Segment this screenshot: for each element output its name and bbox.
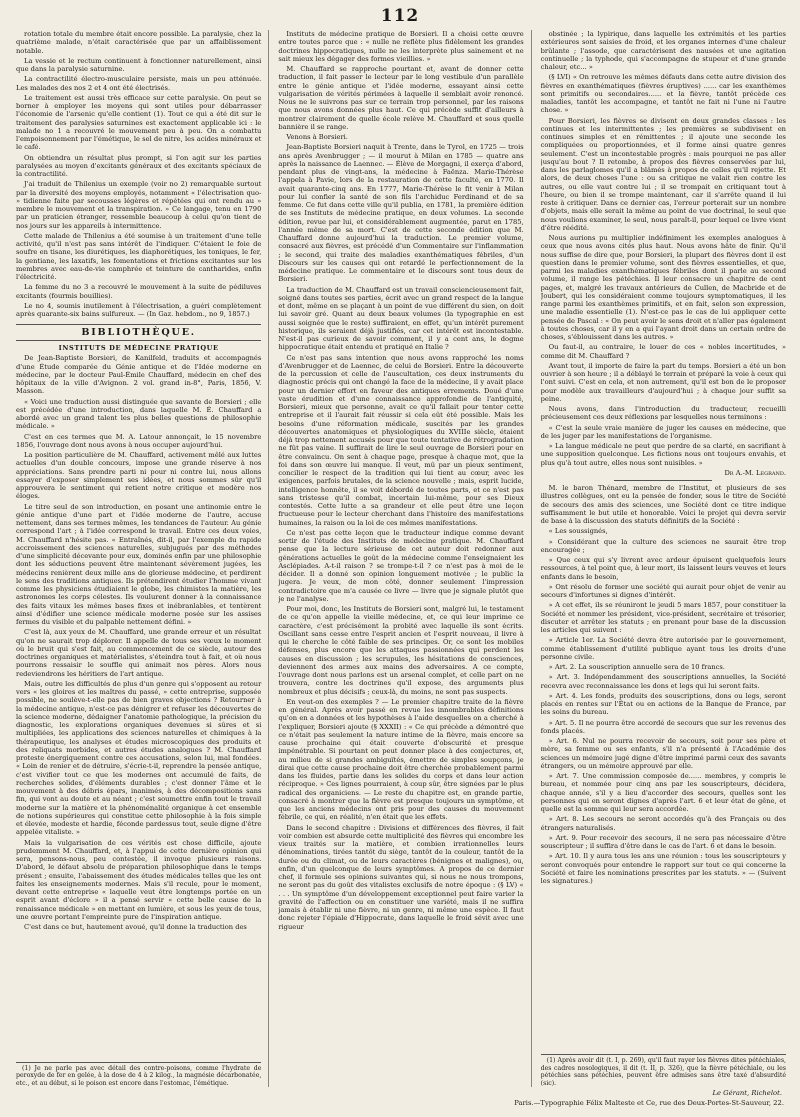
paragraph: » Art. 7. Une commission composée de...... membres, y compris le bureau, et nommée pour cinq ans par les souscripteurs, décidera, chaque année, s'il y a lieu d'accorder des secours, quelles sont les personnes qui en seront dignes d'après l'art. 6 et leur état de gêne, et quelle est la somme qui leur sera accordée. (540, 772, 786, 813)
section-title: BIBLIOTHÈQUE. (16, 324, 261, 341)
paragraph: » Art. 5. Il ne pourra être accordé de secours que sur les revenus des fonds placés. (540, 718, 786, 735)
paragraph: On obtiendra un résultat plus prompt, si l'on agit sur les parties paralysées au moyen d'excitants généraux et des excitants spéciaux de la contractilité. (16, 153, 262, 178)
paragraph: » Art. 3. Indépendamment des souscriptions annuelles, la Société recevra avec reconnaissance les dons et legs qui lui seront faits. (540, 673, 786, 690)
paragraph: » Art. 2. La souscription annuelle sera de 10 francs. (548, 663, 725, 671)
paragraph: C'est en ces termes que M. A. Latour annonçait, le 15 novembre 1856, l'ouvrage dont nous avons à nous occuper aujourd'hui. (16, 432, 262, 449)
paragraph: Le titre seul de son introduction, en posant une antinomie entre le génie antique d'une part et l'idée moderne de l'autre, accuse nettement, dans ses termes mêmes, les tendances de l'auteur. Au génie correspond l'art ; à l'idée correspond le travail. Entre ces deux voies, M. Chauffard n'hésite pas. « Entraînés, dit-il, par l'exemple du rapide accroissement des sciences naturelles, subjugués par des méthodes d'une simplicité décevante pour eux, dominés enfin par une philosophie dont les séductions peuvent être maintenant sévèrement jugées, les médecins renièrent deux mille ans de glorieuse médecine, et perdirent le sens des traditions antiques. Ils prétendirent étudier l'homme vivant comme les physiciens étudiaient le globe, les chimistes la matière, les astronomes les corps célestes. Ils voulurent donner à la connaissance des faits vitaux les mêmes bases fixes et inébranlables, et tentèrent ainsi d'édifier une science médicale moderne posée sur les assises fermes du visible et du palpable nettement défini. » (16, 502, 262, 626)
paragraph: En veut-on des exemples ? — Le premier chapitre traite de la fièvre en général. Après avoir passé en revue les innombrables définitions qu'on en a données et les hypothèses à l'aide desquelles on a cherché à l'expliquer, Borsieri ajoute (§ XXXII) : « Ce qui précède a démontré que ce n'était pas seulement la nature intime de la fièvre, mais encore sa cause prochaine qui était couverte d'obscurité et presque impénétrable. Si pourtant on peut donner place à des conjectures, et, au milieu de si grandes ambiguïtés, émettre de simples soupçons, je dirai que cette cause prochaine doit être cherchée probablement parmi dans les fluides, partie dans les solides du corps et dans leur action réciproque. » Ces lignes pourraient, à coup sûr, être signées par le plus radical des organiciens. — Le reste du chapitre est, en grande partie, consacré à montrer que la fièvre est presque toujours un symptôme, et que les anciens médecins ont pris pour des causes du mouvement fébrile, ce qui, en réalité, n'en était que les effets. (278, 697, 524, 822)
paragraph: M. Chauffard se rapproche pourtant et, avant de donner cette traduction, il fait passer le lecteur par le long vestibule d'un parallèle entre le génie antique et l'idée moderne, essayant ainsi cette vulgarisation de vérités périmées à laquelle il semblait avoir renoncé. Nous ne le suivrons pas sur ce terrain trop personnel, par les raisons que nous avons données plus haut. Ce qui précède suffit d'ailleurs à montrer clairement de quelle école relève M. Chauffard et sous quelle bannière il se range. (278, 65, 524, 131)
paragraph: » Article 1er. La Société devra être autorisée par le gouvernement, comme établissement d'utilité publique ayant tous les droits d'une personne civile. (540, 636, 786, 661)
paragraph: « C'est la seule vraie manière de juger les causes en médecine, que de les juger par les manifestations de l'organisme. (540, 423, 786, 440)
paragraph: » A cet effet, ils se réuniront le jeudi 5 mars 1857, pour constituer la Société et nommer les président, vice-président, secrétaire et trésorier, discuter et arrêter les statuts ; en prenant pour base de la discussion les articles qui suivent : (540, 601, 786, 634)
paragraph: Venons à Borsieri. (286, 133, 348, 141)
paragraph: Dans le second chapitre : Divisions et différences des fièvres, il fait voir combien est absurde cette multiplicité des fièvres qui encombre les vieux traités sur la matière, et combien irrationnelles leurs dénominations, tirées tantôt du siège, tantôt de la couleur, tantôt de la durée ou du climat, ou de leurs caractères (bénignes et malignes), ou, enfin, d'un quelconque de leurs symptômes. A propos de ce dernier chef, il formule ses opinions suivantes qui, si nous ne nous trompons, ne seront pas du goût des vitalistes exclusifs de notre époque : (§ LV) « . . . Un symptôme d'un développement exceptionnel peut faire varier la gravité de l'affection ou en constituer une variété, mais il ne suffira jamais à établir ni une fièvre, ni un genre, ni même une espèce. Il faut donc rejeter l'épiale d'Hippocrate, dans laquelle le froid sévit avec une rigueur (278, 823, 524, 931)
paragraph: C'est là, aux yeux de M. Chauffard, une grande erreur et un résultat qu'on ne saurait trop déplorer. Il appelle de tous ses vœux le moment où le bruit qui s'est fait, au commencement de ce siècle, autour des doctrines organiques et matérialistes, s'éteindra tout à fait, et où nous pourrons ressaisir le souffle qui animait nos pères. Alors nous redeviendrons les héritiers de l'art antique. (16, 628, 262, 678)
paragraph: La position particulière de M. Chauffard, activement mêlé aux luttes actuelles d'un double concours, impose une grande réserve à nos appréciations. Sans prendre parti ni pour ni contre lui, nous allons essayer d'exposer simplement ses idées, et nous sommes sûr qu'il approuvera le sentiment qui retient notre critique et modère nos éloges. (16, 451, 262, 501)
paragraph: » Ont résolu de former une société qui aurait pour objet de venir au secours d'infortunes si dignes d'intérêt. (540, 582, 786, 599)
society-announcement (541, 484, 786, 885)
article-end-paralysis (16, 30, 261, 318)
book-review (16, 354, 261, 931)
paragraph: » Art. 10. Il y aura tous les ans une réunion : tous les souscripteurs y seront convoqués pour entendre le rapport sur tout ce qui concerne la Société et faire les nominations prescrites par les statuts. » — (Suivent les signatures.) (540, 852, 786, 885)
paragraph: » Art. 4. Les fonds, produits des souscriptions, dons ou legs, seront placés en rentes sur l'État ou en actions de la Banque de France, par les soins du bureau. (540, 691, 786, 717)
manager-line: Le Gérant, Richelot. (712, 1089, 782, 1097)
footnote-text: (1) Je ne parle pas avec détail des contre-poisons, comme l'hydrate de peroxyde de fer en gelée, à la dose de 4 à 2 kilog., la magnésie décarbonatée, etc., et au début, si le poison est encore dans l'estomac, l'émétique. (16, 1064, 262, 1087)
column-2 (278, 30, 531, 1087)
book-review-end (541, 30, 786, 467)
paragraph: C'est dans ce but, hautement avoué, qu'il donne la traduction des (24, 923, 247, 931)
paragraph: Nous avons, dans l'introduction du traducteur, recueilli précieusement ces deux réflexions par lesquelles nous terminons : (540, 405, 786, 422)
footnote-col3 (541, 1054, 786, 1087)
printer-line: Paris.—Typographie Félix Malteste et Ce, rue des Deux-Portes-St-Sauveur, 22. (514, 1099, 784, 1107)
paragraph: Mais, outre les difficultés de plus d'un genre qui s'opposent au retour vers « les gloires et les maîtres du passé, » cette entreprise, supposée possible, ne soulève-t-elle pas de bien graves objections ? Retourner à la médecine antique, n'est-ce pas dénigrer et refuser les découvertes de la science moderne, dédaigner l'anatomie pathologique, la précision du diagnostic, les explorations organiques devenues si sûres et si multipliées, les applications des sciences naturelles et chimiques à la thérapeutique, les analyses et études microscopiques des produits et des reliquats morbides, et autres études analogues ? M. Chauffard proteste énergiquement contre ces accusations, selon lui, mal fondées. « Loin de renier et de détruire, s'écrie-t-il, reprendre la pensée antique, c'est vivifier tout ce que les modernes ont accumulé de faits, de recherches solides, d'éléments durables ; c'est donner l'âme et le mouvement à des débris épars, inanimés, à des décompositions sans fin, qui vont au doute et au néant ; c'est soumettre enfin tout le travail moderne sur la matière et la phénoménalité organique à cet ensemble de notions supérieures qui constitue cette philosophie à la fois simple et élevée, modeste et hardie, féconde pardessus tout, seule digne d'être appelée vitaliste. » (16, 679, 262, 837)
paragraph: Avant tout, il importe de faire la part du temps. Borsieri a été un bon ouvrier à son heure ; il a déblayé le terrain et préparé la voie à ceux qui l'ont suivi. C'est en cela, et non autrement, qu'il est bon de le proposer pour modèle aux travailleurs d'aujourd'hui ; à chaque jour suffit sa peine. (540, 361, 786, 403)
footnote-text: (1) Après avoir dit (t. I, p. 269), qu'il faut rayer les fièvres dites pétéchiales, des cadres nosologiques, il dit (t. II, p. 326), que la fièvre pétéchiale, ou les pétéchies sans pétéchies, peuvent être admises sans être taxé d'absurdité (sic). (540, 1057, 786, 1087)
paragraph: Pour moi, donc, les Instituts de Borsieri sont, malgré lui, le testament de ce qu'on appelle la vieille médecine, et, ce qui leur imprime ce caractère, c'est précisément la probité avec laquelle ils sont écrits. Oscillant sans cesse entre l'esprit ancien et l'esprit nouveau, il livre à qui le cherche le côté faible de ses principes. Or, ce sont les mobiles défenses, plus encore que les attaques passionnées qui perdent les causes en discussion ; les scrupules, les hésitations de consciences, deviennent des armes aux mains des adversaires. A ce compte, l'ouvrage dont nous parlons est un arsenal complet, et celle part on ne trouvera, contre les doctrines qu'il expose, des arguments plus nombreux et plus décisifs ; ceux-là, du moins, ne sont pas suspects. (278, 605, 524, 696)
column-1 (16, 30, 269, 1087)
paragraph: Le no 4, soumis inutilement à l'électrisation, a guéri complètement après quarante-six bains sulfureux. — (In Gaz. hebdom., no 9, 1857.) (16, 301, 262, 318)
paragraph: Le traitement est aussi très efficace sur cette paralysie. On peut se borner à employer les moyens qui sont utiles pour débarrasser l'économie de l'arsenic qu'elle contient (1). Tout ce qui a été dit sur le traitement des paralysies saturnines est exactement applicable ici : le malade no 1 a recouvré le mouvement peu à peu. On a combattu l'empoisonnement par l'émétique, le sel de nitre, les acides minéraux et le café. (16, 93, 262, 152)
paragraph: La traduction de M. Chauffard est un travail consciencieusement fait, soigné dans toutes ses parties, écrit avec un grand respect de la langue et dont, même en se plaçant à un point de vue différent du sien, on doit lui savoir gré. Quant au deux beaux volumes (la typographie en est aussi soignée que le reste) suffiraient, en effet, qu'un intérêt purement historique, ils seraient déjà justifiés, car cet intérêt est incontestable. N'est-il pas curieux de savoir comment, il y a cent ans, le dogme hippocratique était entendu et pratiqué en Italie ? (278, 285, 524, 352)
paragraph: » Art. 9. Pour recevoir des secours, il ne sera pas nécessaire d'être souscripteur ; il suffira d'être dans le cas de l'art. 6 et dans le besoin. (540, 833, 786, 850)
author-signature: Dr A.-M. Legrand. (724, 468, 786, 477)
paragraph: La contractilité électro-musculaire persiste, mais un peu atténuée. Les malades des nos 2 et 4 ont été électrisés. (16, 75, 262, 92)
paragraph: Pour Borsieri, les fièvres se divisent en deux grandes classes : les continues et les intermittentes ; les premières se subdivisent en continues simples et en rémittentes ; il ajoute une seconde les compliquées ou proportionnées, et il forme ainsi quatre genres seulement. C'est un incontestable progrès : mais pourquoi ne pas aller jusqu'au bout ? Il retombe, à propos des fièvres conservées par lui, dans les parlaglomes qu'il a blâmés à propos de celles qu'il rejette. Et alors, de deux choses l'une : ou sa critique ne valait rien contre les autres, ou elle vaut contre lui ; il se trompait en critiquant tout à l'heure, ou bien il se trompe maintenant, car il s'arrête quand il lui reste à critiquer. Dans ce dernier cas, l'erreur porterait sur un nombre d'objets, mais elle serait la même au point de vue doctrinal, le seul que nous voulions examiner, le seul, nous paraît-il, pour lequel ce livre vient d'être réédité. (540, 116, 786, 232)
paragraph: » Art. 6. Nul ne pourra recevoir de secours, soit pour ses père et mère, sa femme ou ses enfants, s'il n'a présenté à l'Académie des sciences un mémoire jugé digne d'être imprimé parmi ceux des savants étrangers, ou un mémoire approuvé par elle. (540, 737, 786, 770)
paragraph: M. le baron Thénard, membre de l'Institut, et plusieurs de ses illustres collègues, ont eu la pensée de fonder, sous le titre de Société de secours des amis des sciences, une Société dont ce titre indique suffisamment le but utile et honorable. Voici le projet qui devra servir de base à la discussion des statuts définitifs de la Société : (540, 484, 786, 525)
divider (614, 480, 712, 481)
footnote-col1 (16, 1062, 261, 1087)
paragraph: Ce n'est pas cette leçon que le traducteur indique comme devant sortir de l'étude des Instituts de médecine pratique. M. Chauffard pense que la lecture sérieuse de cet auteur doit redonner aux générations actuelles le goût de la médecine comme l'enseignaient les Asclépiades. A-t-il raison ? se trompe-t-il ? ce n'est pas à moi de le décider. Il a donné son opinion longuement motivée ; le public la jugera. Je veux, de mon côté, donner seulement l'impression contradictoire que m'a causée ce livre — livre que je signale plutôt que je ne l'analyse. (278, 528, 524, 603)
paragraph: De Jean-Baptiste Borsieri, de Kanilfeld, traduits et accompagnés d'une Étude comparée du Génie antique et de l'Idée moderne en médecine, par le docteur Paul-Émile Chauffard, médecin en chef des hôpitaux de la ville d'Avignon. 2 vol. grand in-8°, Paris, 1856, V. Masson. (16, 354, 262, 396)
paragraph: La femme du no 3 a recouvré le mouvement à la suite de pédiluves excitants (fourmis bouillies). (16, 283, 262, 300)
review-title: INSTITUTS DE MÉDECINE PRATIQUE (58, 344, 219, 353)
paragraph: » Art. 8. Les secours ne seront accordés qu'à des Français ou des étrangers naturalisés. (540, 815, 786, 832)
column-3 (541, 30, 786, 1087)
paragraph: Cette malade de Thilenius a été soumise à un traitement d'une telle activité, qu'il n'est pas sans intérêt de l'indiquer. C'étaient le foie de soufre en tisane, les diurétiques, les diaphorétiques, les toniques, le fer, la gentiane, les laxatifs, les fomentations et frictions excitantes sur les membres avec eau-de-vie camphrée et teinture de cantharides, enfin l'électricité. (16, 231, 262, 281)
paragraph: « Les soussignés, (548, 527, 608, 536)
paragraph: (§ LVI) « On retrouve les mêmes défauts dans cette autre division des fièvres en exanthématiques (fièvres éruptives) ...... car les exanthèmes sont primitifs ou secondaires...... et la fièvre, tantôt précède ces maladies, tantôt les accompagne, et tantôt ne fait ni l'une ni l'autre chose. » (540, 73, 786, 115)
paragraph: Jean-Baptiste Borsieri naquit à Trente, dans le Tyrol, en 1725 — trois ans après Avenbrugger ; — il mourut à Milan en 1785 — quatre ans après la naissance de Laennec. — Élève de Morgagni, il exerça d'abord, pendant plus de vingt-ans, la médecine à Faënza. Marie-Thérèse l'appela à Pavie, lors de la restauration de cette faculté, en 1770. Il avait quarante-cinq ans. En 1777, Marie-Thérèse le fit venir à Milan pour lui confier la santé de son fils l'archiduc Ferdinand et de sa femme. Ce fut dans cette ville qu'il publia, en 1781, la première édition de ses Instituts de médecine pratique, en deux volumes. La seconde édition, revue par lui, et considérablement augmentée, parut en 1785, l'année même de sa mort. C'est de cette seconde édition que M. Chauffard donne aujourd'hui la traduction. Le premier volume, consacré aux fièvres, est précédé d'un Commentaire sur l'inflammation ; le second, qui traite des maladies exanthématiques fébriles, d'un Discours sur les causes qui ont retardé le perfectionnement de la médecine pratique. Le commentaire et le discours sont tous deux de Borsieri. (278, 143, 524, 284)
paragraph: Ou faut-il, au contraire, le louer de ces « nobles incertitudes, » comme dit M. Chauffard ? (540, 343, 786, 360)
paragraph: Instituts de médecine pratique de Borsieri. Il a choisi cette œuvre entre toutes parce que : « nulle ne reflète plus fidèlement les grandes doctrines hippocratiques, nulle ne les interprète plus sainement et ne sait mieux les dégager des formes vieillies. » (278, 30, 524, 63)
paragraph: Nous aurions pu multiplier indéfiniment les exemples analogues à ceux que nous avons cités plus haut. Nous avons hâte de finir. Qu'il nous suffise de dire que, pour Borsieri, la plupart des fièvres dont il est question dans le premier volume, sont des fièvres essentielles, et que, parmi les maladies exanthématiques fébriles dont il parle au second volume, il range les pétéchies. Il leur consacre un chapitre de cent pages, et, malgré les travaux antérieurs de Cullen, de Macbride et de Joubert, qui les considéraient comme toujours symptomatiques, il les range parmi les exanthèmes primitifs, et en fait, selon son expression, une maladie essentielle (1). N'est-ce pas le cas de lui appliquer cette pensée de Pascal : « On peut avoir le sens droit et n'aller pas également à toutes choses, car il y en a qui l'ayant droit dans un certain ordre de choses, s'éblouissent dans les autres. » (540, 234, 786, 341)
paragraph: J'ai traduit de Thilenius un exemple (voir no 2) remarquable surtout par la diversité des moyens employés, notamment « l'électrisation quo- » tidienne faite par secousses légères et répétées qui ont rendu au » membre le mouvement et la transpiration. » Ce langage, tenu en 1790 par un praticien étranger, ressemble beaucoup à celui qu'on tient de nos jours sur les appareils à intermittence. (16, 180, 262, 230)
paragraph: » La langue médicale ne peut que perdre de sa clarté, en sacrifiant à une supposition quelconque. Les fictions nous ont toujours envahis, et plus qu'à tout autre, elles nous sont nuisibles. » (540, 442, 786, 467)
book-review-continued (278, 30, 523, 931)
paragraph: La vessie et le rectum continuent à fonctionner naturellement, ainsi que dans la paralysie saturnine. (16, 56, 262, 73)
paragraph: obstinée ; la lypirique, dans laquelle les extrémités et les parties extérieures sont saisies de froid, et les organes internes d'une chaleur brûlante ; l'assode, que caractérisent des nausées et une agitation continuelle ; la typhode, qui s'accompagne de stupeur et d'une grande chaleur, etc... » (540, 30, 786, 71)
columns (16, 30, 786, 1087)
paragraph: rotation totale du membre était encore possible. La paralysie, chez la quatrième malade, n'était caractérisée que par un affaiblissement notable. (16, 30, 262, 55)
paragraph: « Voici une traduction aussi distinguée que savante de Borsieri ; elle est précédée d'une introduction, dans laquelle M. É. Chauffard a abordé avec un grand talent les plus belles questions de philosophie médicale. » (16, 397, 262, 431)
paragraph: Mais la vulgarisation de ces vérités est chose difficile, ajoute prudemment M. Chauffard, et, à l'appui de cette dernière opinion qui sera, pensons-nous, peu contestée, il invoque plusieurs raisons. D'abord, le défaut absolu de préparation philosophique dans le temps présent ; ensuite, l'abaissement des études médicales telles que les ont faites les enseignements modernes. Mais s'il recule, pour le moment, devant cette entreprise « laquelle veut être longtemps portée en un esprit avant d'éclore » il a pensé servir « cette belle cause de la renaissance médicale » en mettant en lumière, et sous les yeux de tous, une œuvre portant l'empreinte pure de l'inspiration antique. (16, 838, 262, 921)
paragraph: » Que ceux qui s'y livrent avec ardeur épuisent quelquefois leurs ressources, à tel point que, à leur mort, ils laissent leurs veuves et leurs enfants dans le besoin, (540, 556, 786, 581)
paragraph: » Considérant que la culture des sciences ne saurait être trop encouragée ; (540, 537, 786, 554)
paragraph: Ce n'est pas sans intention que nous avons rapproché les noms d'Avenbrugger et de Laennec, de celui de Borsieri. Entre la découverte de la percussion et celle de l'auscultation, ces deux instruments du diagnostic précis qui ont changé la face de la médecine, il y avait place pour un dernier effort en faveur des antiques errements. Doué d'une vaste érudition et d'une connaissance approfondie de l'antiquité, Borsieri, mieux que personne, avait ce qu'il fallait pour tenter cette entreprise et il l'aurait fait réussir si cela eût été possible. Mais les besoins d'une réformation médicale, suscités par les grandes découvertes anatomiques et physiologiques du XVIIIe siècle, étaient déjà trop nettement accusés pour que toute tentative de rétrogradation ne fût pas vaine. Il suffirait de lire le seul ouvrage de Borsieri pour en être convaincu. On sent à chaque page, presque à chaque mot, que la foi dans son œuvre lui manque. Il veut, mû par un pieux sentiment, concilier le respect de la tradition qui lui tient au cœur, avec les exigences, parfois brutales, de la science nouvelle ; mais, esprit lucide, intelligence honnête, il se voit débordé de toutes parts, et ce n'est pas sans tristesse qu'il combat, incertain lui-même, pour ses Dieux contestés. Cette lutte a sa grandeur et elle peut être une leçon fructueuse pour le lecteur cherchant dans l'histoire des manifestations humaines, la raison ou la loi de ces mêmes manifestations. (278, 353, 524, 527)
page-number: 112 (380, 6, 420, 26)
